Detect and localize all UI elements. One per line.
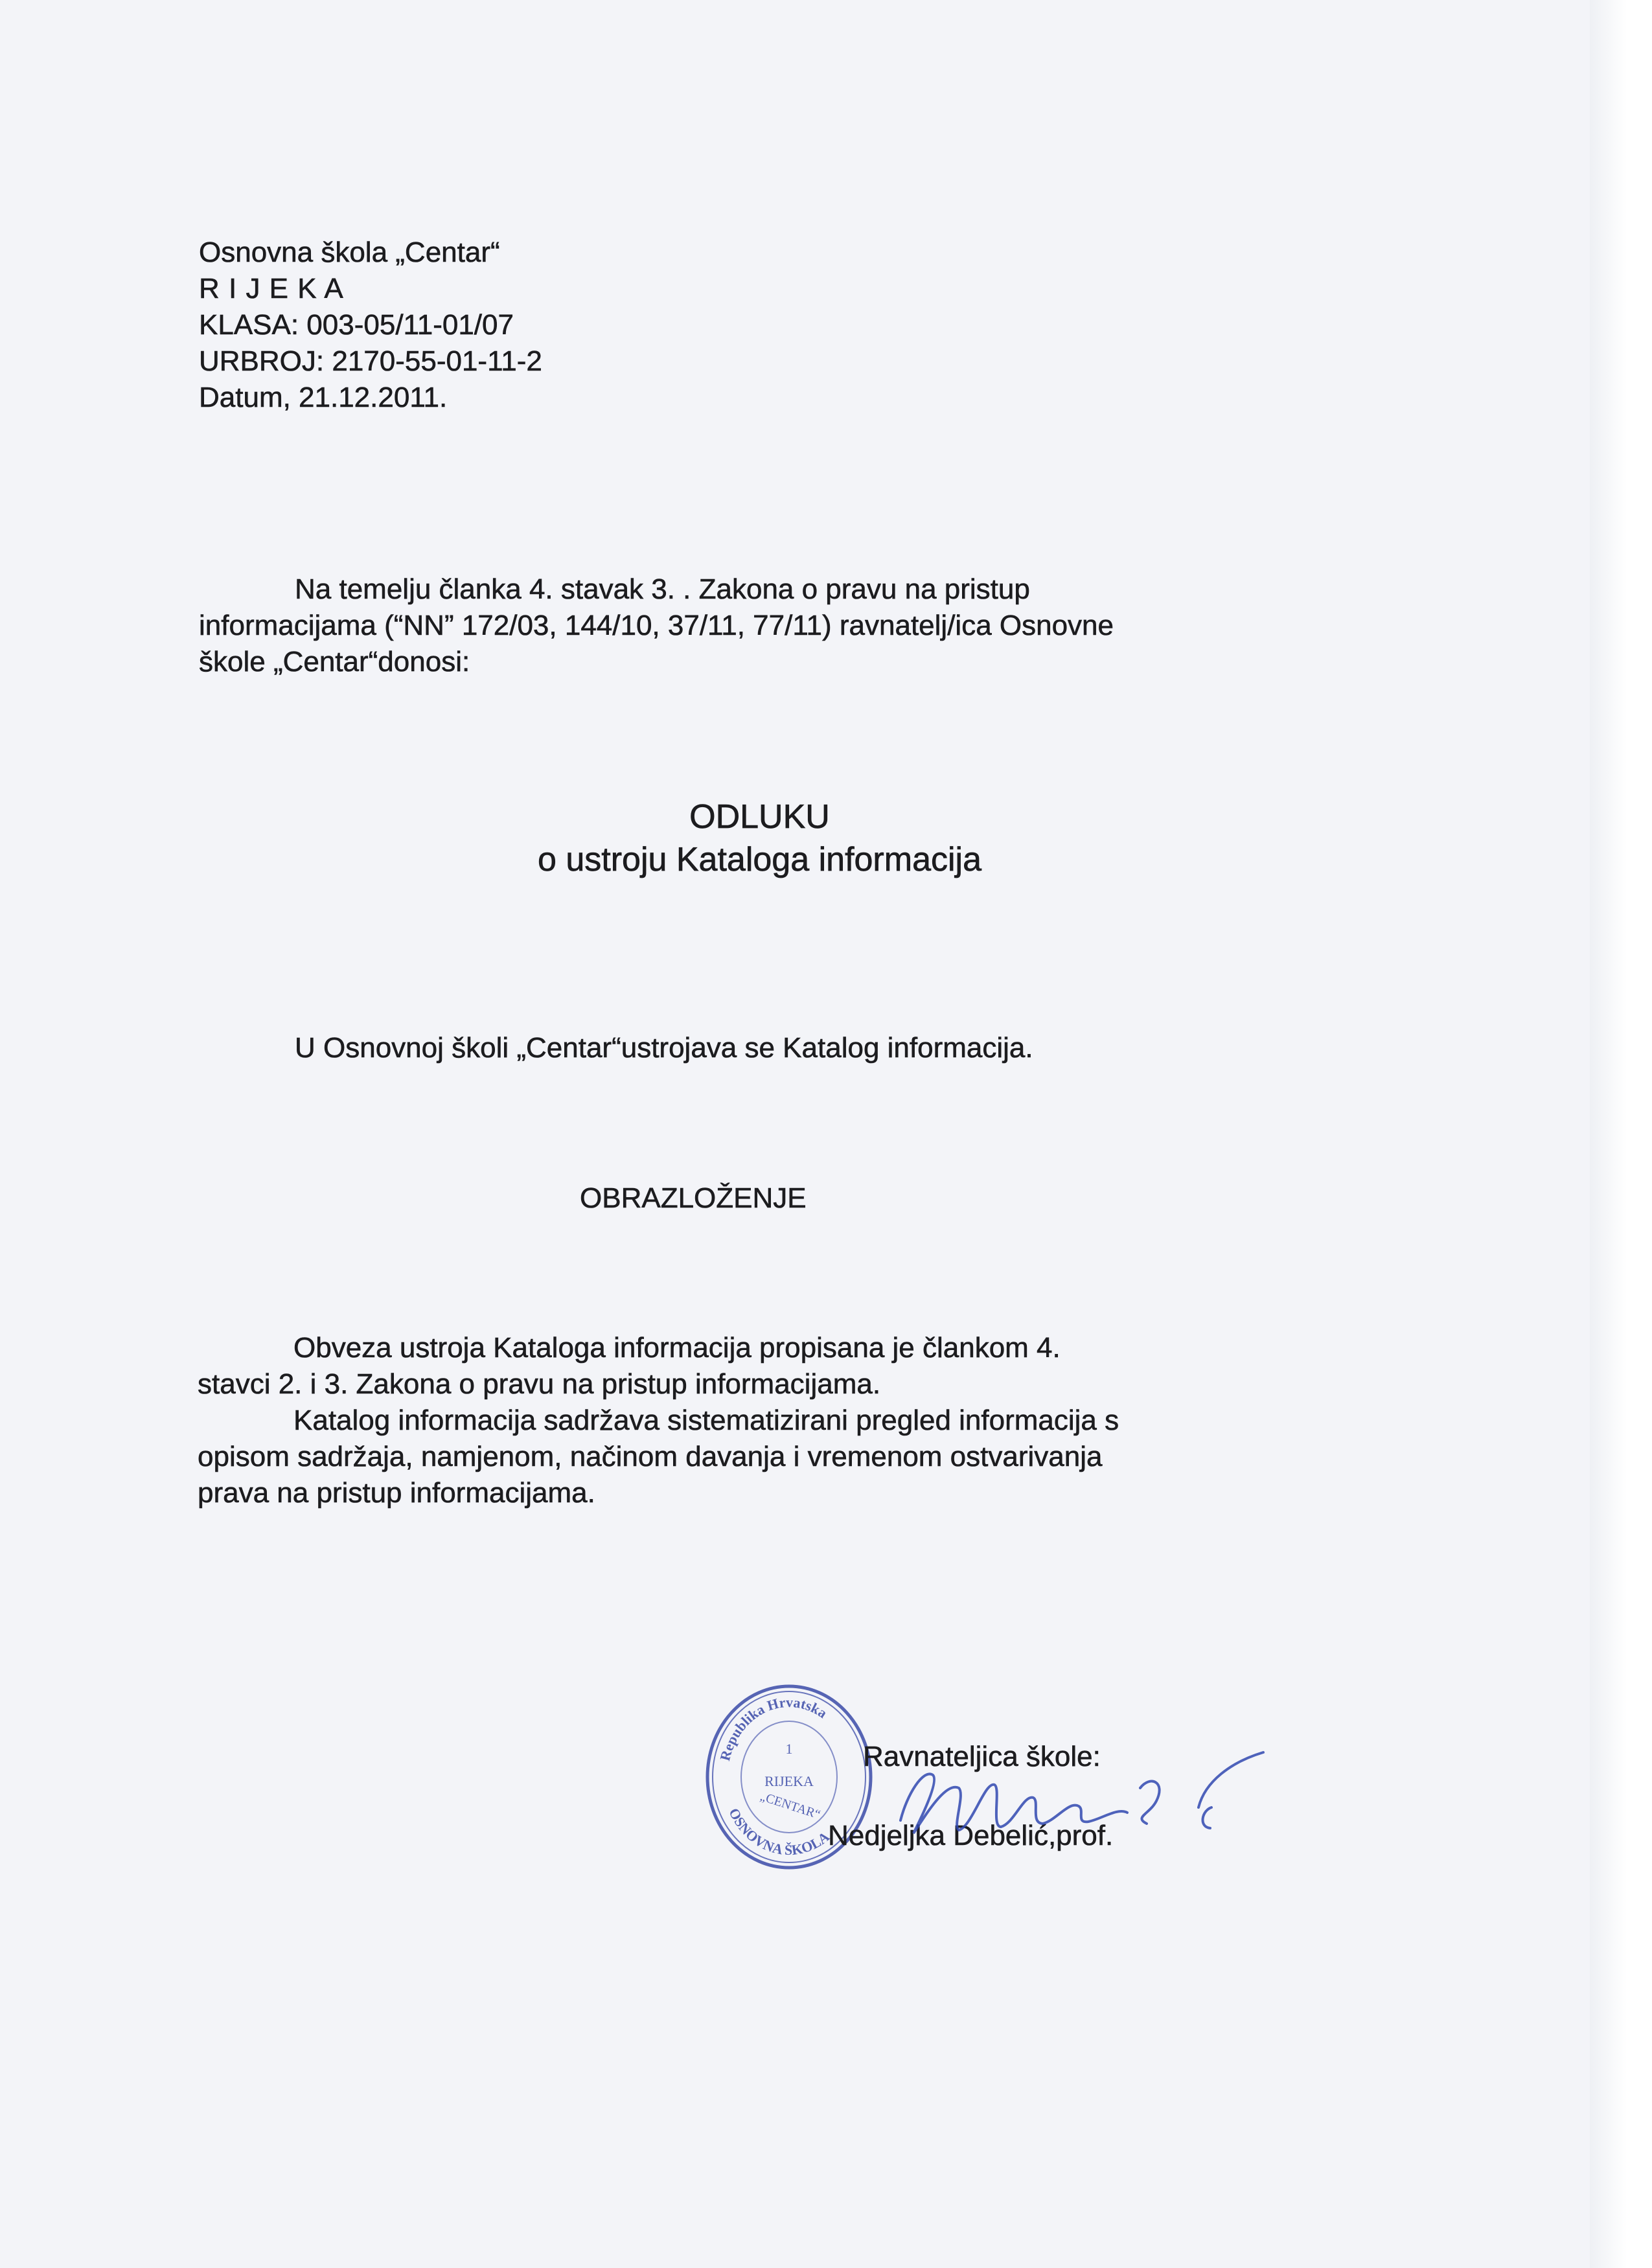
stamp-number: 1 [785, 1741, 793, 1757]
school-city: R I J E K A [199, 273, 344, 304]
reasoning-line-3: Katalog informacija sadržava sistematizirani pregled informacija s [293, 1404, 1119, 1436]
document-title: ODLUKU [689, 798, 830, 836]
reasoning-line-2: stavci 2. i 3. Zakona o pravu na pristup informacijama. [198, 1368, 881, 1400]
reasoning-line-1: Obveza ustroja Kataloga informacija propisana je člankom 4. [293, 1332, 1061, 1364]
reasoning-line-4: opisom sadržaja, namjenom, načinom davanja i vremenom ostvarivanja [198, 1441, 1103, 1472]
preamble-line-3: škole „Centar“donosi: [199, 646, 470, 678]
reasoning-paragraph [198, 1330, 1331, 1511]
school-name: Osnovna škola „Centar“ [199, 236, 500, 268]
document-header [199, 235, 542, 416]
svg-text:Republika Hrvatska: Republika Hrvatska [717, 1693, 831, 1763]
decision-text: U Osnovnoj školi „Centar“ustrojava se Katalog informacija. [295, 1032, 1033, 1064]
handwritten-signature [862, 1736, 1289, 1866]
scan-edge [1590, 0, 1652, 2268]
document-subtitle: o ustroju Kataloga informacija [537, 841, 982, 878]
stamp-school-name: „CENTAR“ [758, 1789, 822, 1822]
klasa-number: KLASA: 003-05/11-01/07 [199, 309, 514, 341]
signatory-role: Ravnateljica škole: [863, 1741, 1101, 1772]
svg-text:OSNOVNA ŠKOLA: OSNOVNA ŠKOLA [726, 1805, 832, 1859]
preamble-line-2: informacijama (“NN” 172/03, 144/10, 37/11, 77/11) ravnatelj/ica Osnovne [199, 610, 1114, 641]
document-date: Datum, 21.12.2011. [199, 382, 448, 413]
reasoning-line-5: prava na pristup informacijama. [198, 1477, 595, 1509]
reasoning-heading: OBRAZLOŽENJE [580, 1182, 807, 1214]
preamble [199, 571, 1333, 680]
preamble-line-1: Na temelju članka 4. stavak 3. . Zakona o pravu na pristup [295, 573, 1030, 605]
signatory-name: Nedjeljka Debelić,prof. [828, 1820, 1114, 1851]
urbroj-number: URBROJ: 2170-55-01-11-2 [199, 345, 542, 377]
stamp-city: RIJEKA [764, 1773, 814, 1789]
